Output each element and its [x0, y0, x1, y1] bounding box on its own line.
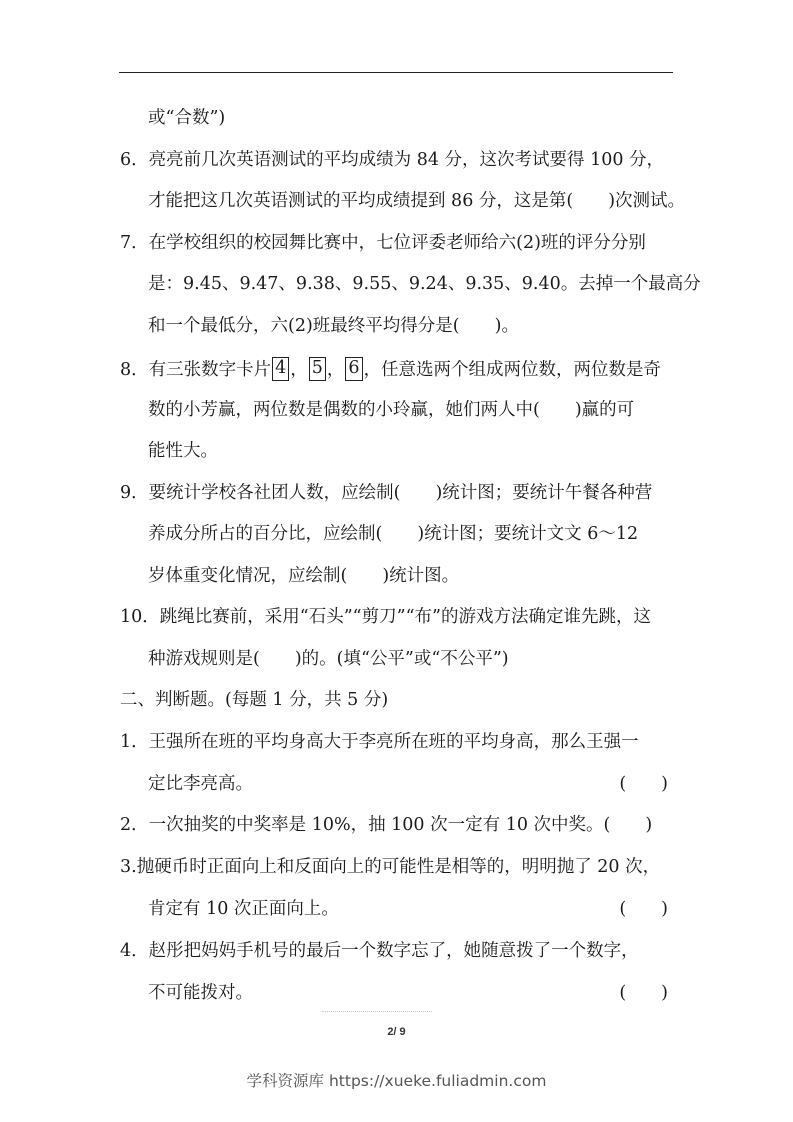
question-text: ，任意选两个组成两位数，两位数是奇: [363, 360, 662, 380]
text-line: 定比李亮高。 ( ): [148, 769, 678, 799]
question-number: 6．: [120, 150, 149, 170]
faint-mark: [322, 1011, 432, 1016]
text-line: 是：9.45、9.47、9.38、9.55、9.24、9.35、9.40。去掉一个最高分: [148, 274, 701, 294]
question-text: 在学校组织的校园舞比赛中，七位评委老师给六(2)班的评分分别: [148, 233, 646, 253]
question-number: 7．: [120, 233, 149, 253]
question-text: 赵彤把妈妈手机号的最后一个数字忘了，她随意拨了一个数字，: [148, 941, 639, 961]
text-line: 数的小芳赢，两位数是偶数的小玲赢，她们两人中( )赢的可: [148, 400, 635, 420]
text-line: 和一个最低分，六(2)班最终平均得分是( )。: [148, 316, 519, 336]
question-number: 4．: [120, 941, 149, 961]
header-rule: [119, 72, 673, 73]
question-7: [120, 228, 680, 258]
question-text: 亮亮前几次英语测试的平均成绩为 84 分，这次考试要得 100 分，: [148, 150, 665, 170]
separator: ，: [326, 360, 345, 380]
question-6: [120, 145, 680, 175]
text-line: 或“合数”): [148, 108, 226, 128]
text-line: 肯定有 10 次正面向上。 ( ): [148, 894, 678, 924]
judgment-3: [120, 852, 680, 882]
question-text: 要统计学校各社团人数，应绘制( )统计图；要统计午餐各种营: [148, 483, 653, 503]
question-8: [120, 355, 680, 385]
question-number: 10．: [120, 607, 160, 627]
page-number: 2/ 9: [387, 1026, 406, 1038]
text-line: 能性大。: [148, 441, 218, 461]
text-line: 养成分所占的百分比，应绘制( )统计图；要统计文文 6～12: [148, 524, 639, 544]
number-card-4: 4: [272, 357, 289, 381]
judgment-2: [120, 810, 680, 840]
answer-parentheses: ( ): [619, 899, 668, 919]
answer-parentheses: ( ): [619, 983, 668, 1003]
question-text: 有三张数字卡片: [148, 360, 272, 380]
question-10: [120, 602, 680, 632]
question-text: 一次抽奖的中奖率是 10%，抽 100 次一定有 10 次中奖。( ): [148, 815, 653, 835]
judgment-1: [120, 727, 680, 757]
question-text: 跳绳比赛前，采用“石头”“剪刀”“布”的游戏方法确定谁先跳，这: [159, 607, 651, 627]
judgment-4: [120, 936, 680, 966]
question-number: 3.: [120, 857, 137, 877]
question-text: 抛硬币时正面向上和反面向上的可能性是相等的，明明抛了 20 次，: [136, 857, 661, 877]
question-number: 8．: [120, 360, 149, 380]
question-number: 9．: [120, 483, 149, 503]
question-text: 王强所在班的平均身高大于李亮所在班的平均身高，那么王强一: [148, 732, 639, 752]
question-9: [120, 478, 680, 508]
question-number: 1．: [120, 732, 149, 752]
text-line: 岁体重变化情况，应绘制( )统计图。: [148, 566, 460, 586]
watermark-text: 学科资源库 https://xueke.fuliadmin.com: [246, 1072, 547, 1090]
answer-parentheses: ( ): [619, 774, 668, 794]
text-line: 种游戏规则是( )的。(填“公平”或“不公平”): [148, 649, 509, 669]
question-number: 2．: [120, 815, 149, 835]
text-line: 不可能拨对。 ( ): [148, 978, 678, 1008]
number-card-6: 6: [345, 357, 362, 381]
number-card-5: 5: [309, 357, 326, 381]
text-line: 才能把这几次英语测试的平均成绩提到 86 分，这是第( )次测试。: [148, 191, 686, 211]
separator: ，: [290, 360, 308, 380]
section-heading: 二、判断题。(每题 1 分，共 5 分): [120, 690, 389, 710]
